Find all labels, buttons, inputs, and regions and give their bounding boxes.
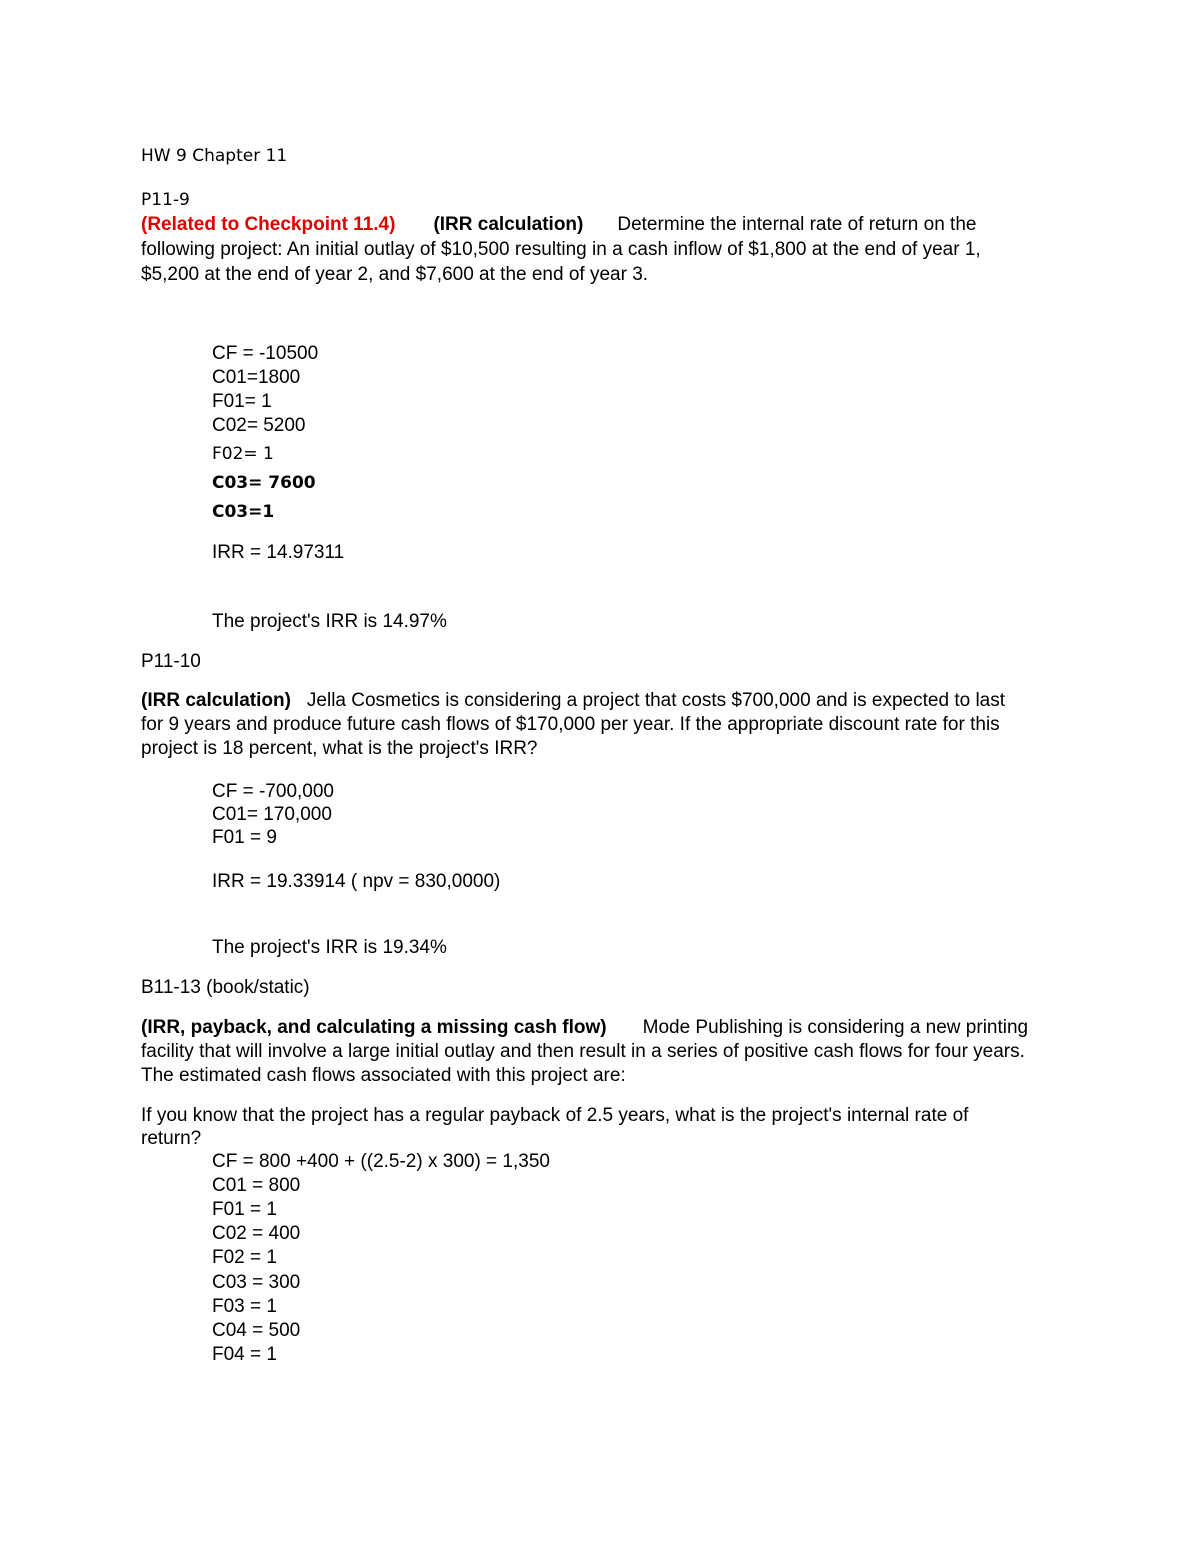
problem-b11-13-line-1 (141, 1016, 1028, 1040)
checkpoint-reference: (Related to Checkpoint 11.4) (141, 214, 396, 235)
calc-line: CF = 800 +400 + ((2.5-2) x 300) = 1,350 (212, 1151, 550, 1172)
problem-topic: (IRR calculation) (433, 214, 584, 235)
calc-line: C02 = 400 (212, 1223, 301, 1244)
calc-line: C03 = 300 (212, 1272, 301, 1293)
calc-line: F04 = 1 (212, 1344, 277, 1365)
problem-text: $5,200 at the end of year 2, and $7,600 at the end of year 3. (141, 264, 649, 285)
calc-line: C01=1800 (212, 367, 301, 388)
problem-text: facility that will involve a large initial outlay and then result in a series of positive cash flows for four years. (141, 1041, 1025, 1062)
calc-line: C02= 5200 (212, 415, 306, 436)
problem-text: following project: An initial outlay of $10,500 resulting in a cash inflow of $1,800 at the end of year 1, (141, 239, 981, 260)
calc-line: F02 = 1 (212, 1247, 277, 1268)
document-title: HW 9 Chapter 11 (141, 146, 288, 166)
irr-answer: The project's IRR is 19.34% (212, 937, 447, 958)
problem-text: Jella Cosmetics is considering a project that costs $700,000 and is expected to last (306, 690, 1006, 711)
irr-result: IRR = 19.33914 ( npv = 830,0000) (212, 871, 501, 892)
problem-label-p11-10: P11-10 (141, 651, 201, 672)
calc-line: C03=1 (212, 502, 275, 522)
problem-label-b11-13: B11-13 (book/static) (141, 977, 310, 998)
calc-line: F01= 1 (212, 391, 272, 412)
problem-label-p11-9: P11-9 (141, 190, 190, 210)
problem-text: for 9 years and produce future cash flows of $170,000 per year. If the appropriate discount rate for this (141, 714, 1000, 735)
calc-line: F01 = 9 (212, 827, 277, 848)
problem-text: The estimated cash flows associated with this project are: (141, 1065, 626, 1086)
problem-topic: (IRR, payback, and calculating a missing cash flow) (141, 1017, 607, 1038)
problem-text: Determine the internal rate of return on the (617, 214, 977, 235)
calc-line: F03 = 1 (212, 1296, 277, 1317)
question-text: return? (141, 1128, 202, 1149)
problem-p11-10-line-1 (141, 689, 1005, 713)
calc-line: C01 = 800 (212, 1175, 301, 1196)
irr-answer: The project's IRR is 14.97% (212, 611, 447, 632)
calc-line: F01 = 1 (212, 1199, 277, 1220)
calc-line: C01= 170,000 (212, 804, 332, 825)
question-text: If you know that the project has a regular payback of 2.5 years, what is the project's internal rate of (141, 1105, 969, 1126)
problem-p11-9-line-1 (141, 213, 976, 237)
problem-text: Mode Publishing is considering a new printing (642, 1017, 1029, 1038)
calc-line: C04 = 500 (212, 1320, 301, 1341)
irr-result: IRR = 14.97311 (212, 542, 345, 563)
calc-line: F02= 1 (212, 444, 274, 464)
calc-line: C03= 7600 (212, 473, 316, 493)
calc-line: CF = -700,000 (212, 781, 334, 802)
calc-line: CF = -10500 (212, 343, 319, 364)
problem-topic: (IRR calculation) (141, 690, 291, 711)
problem-text: project is 18 percent, what is the project's IRR? (141, 738, 538, 759)
